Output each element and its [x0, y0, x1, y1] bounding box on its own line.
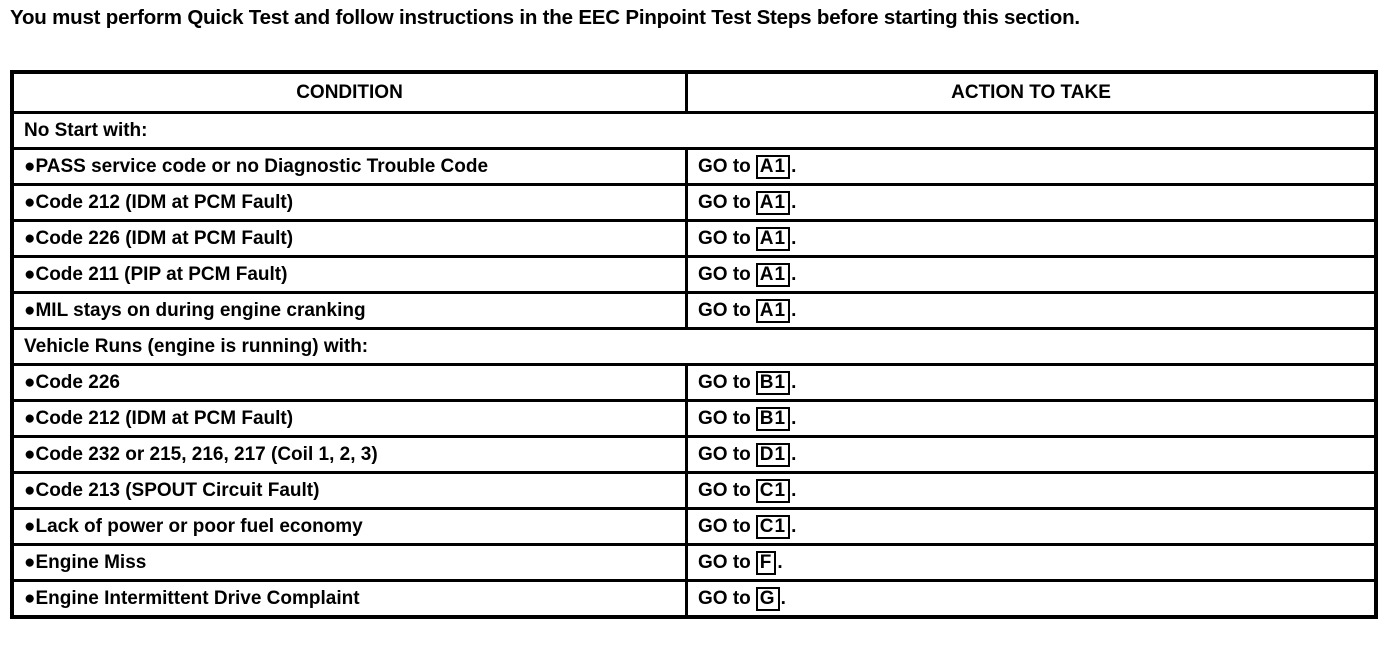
action-cell — [687, 365, 1377, 401]
action-text: GO to — [698, 155, 751, 177]
action-text: GO to — [698, 263, 751, 285]
diagnostic-table — [10, 70, 1378, 619]
period-mark: . — [791, 227, 797, 249]
period-mark: . — [791, 191, 797, 213]
table-row — [12, 545, 1376, 581]
condition-cell: ●Code 212 (IDM at PCM Fault) — [12, 185, 687, 221]
condition-cell: ●Code 211 (PIP at PCM Fault) — [12, 257, 687, 293]
test-step-reference: A1 — [756, 191, 790, 215]
condition-header: CONDITION — [12, 72, 687, 113]
table-header-row — [12, 72, 1376, 113]
period-mark: . — [791, 299, 797, 321]
action-cell — [687, 401, 1377, 437]
test-step-reference: A1 — [756, 299, 790, 323]
action-text: GO to — [698, 407, 751, 429]
action-cell — [687, 185, 1377, 221]
table-row — [12, 365, 1376, 401]
table-row — [12, 293, 1376, 329]
condition-cell: ●MIL stays on during engine cranking — [12, 293, 687, 329]
group-label: Vehicle Runs (engine is running) with: — [12, 329, 1376, 365]
test-step-reference: C1 — [756, 515, 790, 539]
condition-cell: ●Code 212 (IDM at PCM Fault) — [12, 401, 687, 437]
condition-cell: ●Code 226 (IDM at PCM Fault) — [12, 221, 687, 257]
action-cell — [687, 509, 1377, 545]
action-cell — [687, 293, 1377, 329]
action-cell — [687, 581, 1377, 618]
condition-cell: ●Code 232 or 215, 216, 217 (Coil 1, 2, 3) — [12, 437, 687, 473]
test-step-reference: D1 — [756, 443, 790, 467]
condition-cell: ●Engine Intermittent Drive Complaint — [12, 581, 687, 618]
test-step-reference: A1 — [756, 155, 790, 179]
period-mark: . — [791, 407, 797, 429]
action-cell — [687, 437, 1377, 473]
period-mark: . — [791, 155, 797, 177]
table-body — [12, 113, 1376, 618]
action-text: GO to — [698, 227, 751, 249]
table-row — [12, 185, 1376, 221]
action-text: GO to — [698, 443, 751, 465]
period-mark: . — [791, 263, 797, 285]
action-cell — [687, 257, 1377, 293]
period-mark: . — [791, 443, 797, 465]
action-text: GO to — [698, 587, 751, 609]
action-text: GO to — [698, 371, 751, 393]
test-step-reference: G — [756, 587, 780, 611]
period-mark: . — [791, 479, 797, 501]
test-step-reference: C1 — [756, 479, 790, 503]
intro-text: You must perform Quick Test and follow instructions in the EEC Pinpoint Test Steps before starting this section. — [10, 6, 1080, 29]
action-cell — [687, 149, 1377, 185]
group-header-row — [12, 113, 1376, 149]
action-cell — [687, 545, 1377, 581]
period-mark: . — [791, 371, 797, 393]
table-row — [12, 437, 1376, 473]
action-text: GO to — [698, 479, 751, 501]
test-step-reference: B1 — [756, 407, 790, 431]
table-row — [12, 509, 1376, 545]
period-mark: . — [791, 515, 797, 537]
action-text: GO to — [698, 551, 751, 573]
table-row — [12, 221, 1376, 257]
test-step-reference: A1 — [756, 263, 790, 287]
action-cell — [687, 221, 1377, 257]
test-step-reference: F — [756, 551, 777, 575]
period-mark: . — [777, 551, 783, 573]
group-header-row — [12, 329, 1376, 365]
condition-cell: ●PASS service code or no Diagnostic Trouble Code — [12, 149, 687, 185]
table-row — [12, 581, 1376, 618]
group-label: No Start with: — [12, 113, 1376, 149]
condition-cell: ●Code 213 (SPOUT Circuit Fault) — [12, 473, 687, 509]
action-text: GO to — [698, 191, 751, 213]
table-row — [12, 401, 1376, 437]
table-row — [12, 257, 1376, 293]
condition-cell: ●Engine Miss — [12, 545, 687, 581]
condition-cell: ●Code 226 — [12, 365, 687, 401]
action-cell — [687, 473, 1377, 509]
action-header: ACTION TO TAKE — [687, 72, 1377, 113]
condition-cell: ●Lack of power or poor fuel economy — [12, 509, 687, 545]
table-row — [12, 149, 1376, 185]
test-step-reference: A1 — [756, 227, 790, 251]
table-row — [12, 473, 1376, 509]
period-mark: . — [780, 587, 786, 609]
action-text: GO to — [698, 299, 751, 321]
action-text: GO to — [698, 515, 751, 537]
test-step-reference: B1 — [756, 371, 790, 395]
